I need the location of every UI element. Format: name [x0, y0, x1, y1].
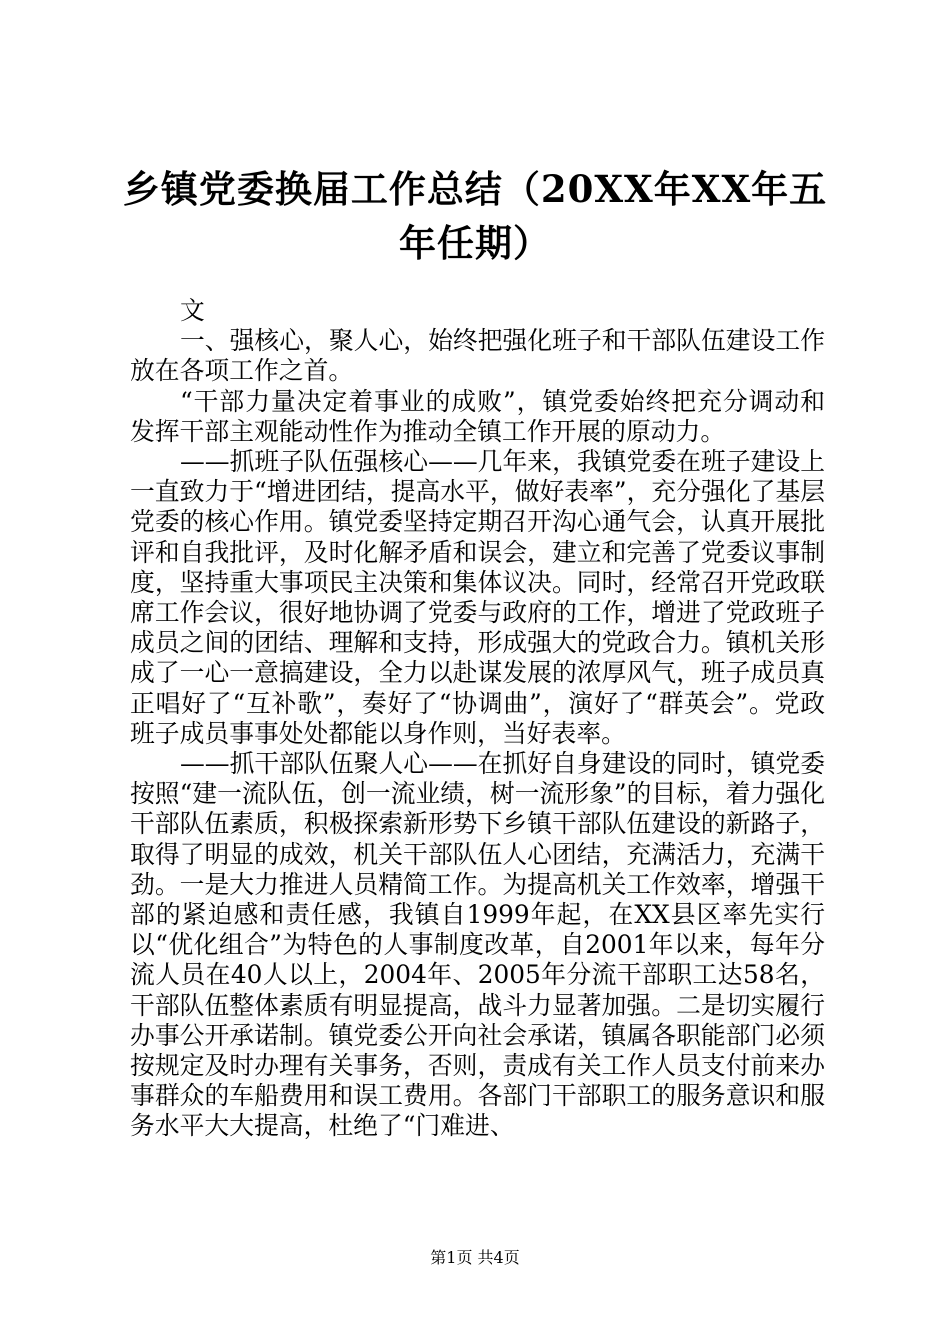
body-paragraph: ——抓班子队伍强核心——几年来，我镇党委在班子建设上一直致力于“增进团结，提高水平，做好表率”，充分强化了基层党委的核心作用。镇党委坚持定期召开沟心通气会，认真开展批评和自我批评，及时化解矛盾和误会，建立和完善了党委议事制度，坚持重大事项民主决策和集体议决。同时，经常召开党政联席工作会议，很好地协调了党委与政府的工作，增进了党政班子成员之间的团结、理解和支持，形成强大的党政合力。镇机关形成了一心一意搞建设，全力以赴谋发展的浓厚风气，班子成员真正唱好了“互补歌”，奏好了“协调曲”，演好了“群英会”。党政班子成员事事处处都能以身作则，当好表率。: [130, 447, 825, 748]
page-footer: 第1页 共4页: [430, 1248, 520, 1267]
body-paragraph: 一、强核心，聚人心，始终把强化班子和干部队伍建设工作放在各项工作之首。: [130, 326, 825, 386]
body-paragraph: 文: [180, 296, 205, 325]
document-title: 乡镇党委换届工作总结（20XX年XX年五年任期）: [122, 167, 828, 265]
body-paragraph: “干部力量决定着事业的成败”，镇党委始终把充分调动和发挥干部主观能动性作为推动全镇工作开展的原动力。: [130, 386, 825, 446]
document-body: [130, 296, 825, 1142]
body-paragraph: ——抓干部队伍聚人心——在抓好自身建设的同时，镇党委按照“建一流队伍，创一流业绩，树一流形象”的目标，着力强化干部队伍素质，积极探索新形势下乡镇干部队伍建设的新路子，取得了明显的成效，机关干部队伍人心团结，充满活力，充满干劲。一是大力推进人员精简工作。为提高机关工作效率，增强干部的紧迫感和责任感，我镇自1999年起，在XX县区率先实行以“优化组合”为特色的人事制度改革，自2001年以来，每年分流人员在40人以上，2004年、2005年分流干部职工达58名，干部队伍整体素质有明显提高，战斗力显著加强。二是切实履行办事公开承诺制。镇党委公开向社会承诺，镇属各职能部门必须按规定及时办理有关事务，否则，责成有关工作人员支付前来办事群众的车船费用和误工费用。各部门干部职工的服务意识和服务水平大大提高，杜绝了“门难进、: [130, 749, 825, 1141]
